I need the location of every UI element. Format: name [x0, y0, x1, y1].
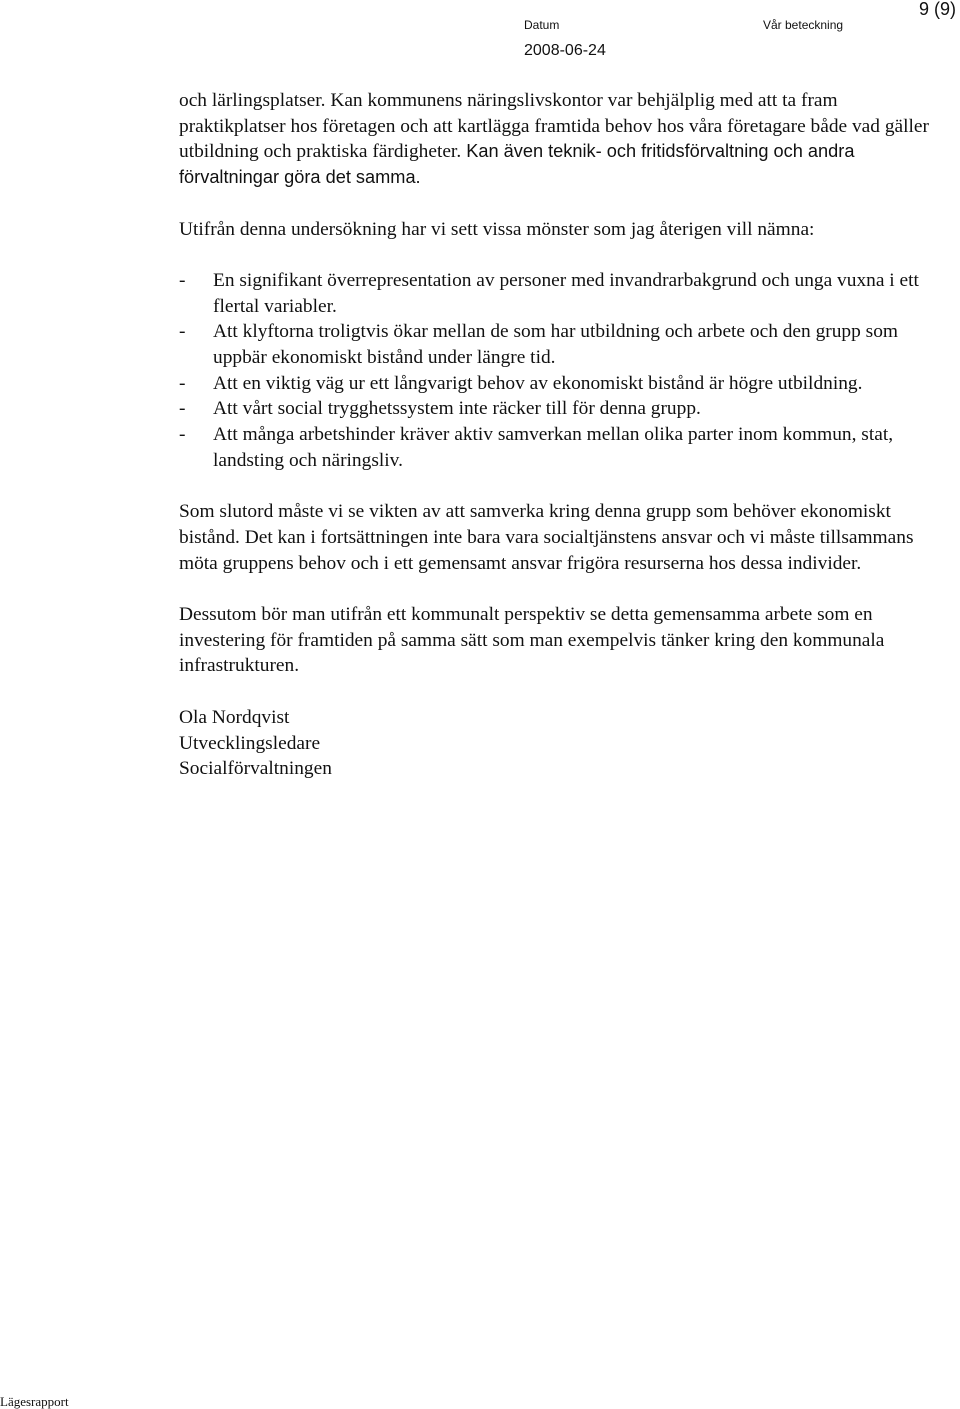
signature-title: Utvecklingsledare: [179, 732, 321, 754]
list-item-text: Att en viktig väg ur ett långvarigt behov av ekonomiskt bistånd är högre utbildning.: [213, 372, 863, 394]
bullet-list: [179, 268, 949, 474]
document-body: [179, 88, 949, 808]
reference-label: Vår beteckning: [763, 18, 844, 32]
page-number: 9 (9): [918, 0, 956, 19]
paragraph-3: Som slutord måste vi se vikten av att samverka kring denna grupp som behöver ekonomiskt bistånd. Det kan i fortsättningen inte bara vara socialtjänstens ansvar och vi måste tillsammans möta gruppens behov och i ett gemensamt ansvar frigöra resurserna hos dessa individer.: [179, 501, 914, 574]
document-date: 2008-06-24: [524, 42, 606, 59]
paragraph-1-sans: Kan även teknik- och fritidsförvaltning och andra förvaltningar göra det samma.: [179, 141, 855, 188]
paragraph-4: Dessutom bör man utifrån ett kommunalt perspektiv se detta gemensamma arbete som en investering för framtiden på samma sätt som man exempelvis tänker kring den kommunala infrastrukturen.: [179, 604, 885, 677]
signature-department: Socialförvaltningen: [179, 758, 332, 780]
paragraph-2: Utifrån denna undersökning har vi sett vissa mönster som jag återigen vill nämna:: [179, 218, 815, 240]
list-item-text: Att många arbetshinder kräver aktiv samverkan mellan olika parter inom kommun, stat, landsting och näringsliv.: [213, 424, 894, 471]
signature-name: Ola Nordqvist: [179, 706, 290, 728]
list-item-text: Att vårt social trygghetssystem inte räcker till för denna grupp.: [213, 398, 701, 420]
bullet-dash: -: [179, 424, 186, 446]
date-label: Datum: [524, 18, 560, 32]
list-item: [179, 422, 949, 473]
list-item-text: Att klyftorna troligtvis ökar mellan de som har utbildning och arbete och den grupp som uppbär ekonomiskt bistånd under längre tid.: [213, 321, 898, 368]
signature-block: [179, 705, 949, 782]
list-item-text: En signifikant överrepresentation av personer med invandrarbakgrund och unga vuxna i ett flertal variabler.: [213, 269, 919, 317]
bullet-dash: -: [179, 321, 186, 343]
paragraph-1: [179, 88, 949, 191]
list-item: [179, 396, 949, 422]
bullet-dash: -: [179, 269, 186, 291]
footer-text: Lägesrapport: [0, 1394, 69, 1409]
list-item: [179, 319, 949, 370]
bullet-dash: -: [179, 398, 186, 420]
list-item: [179, 371, 949, 397]
paragraph-1-serif: och lärlingsplatser. Kan kommunens näringslivskontor var behjälplig med att ta fram praktikplatser hos företagen och att kartlägga framtida behov hos våra företagare både vad gäller utbildning och praktiska färdigheter.: [179, 90, 929, 163]
bullet-dash: -: [179, 372, 186, 394]
list-item: [179, 268, 949, 319]
